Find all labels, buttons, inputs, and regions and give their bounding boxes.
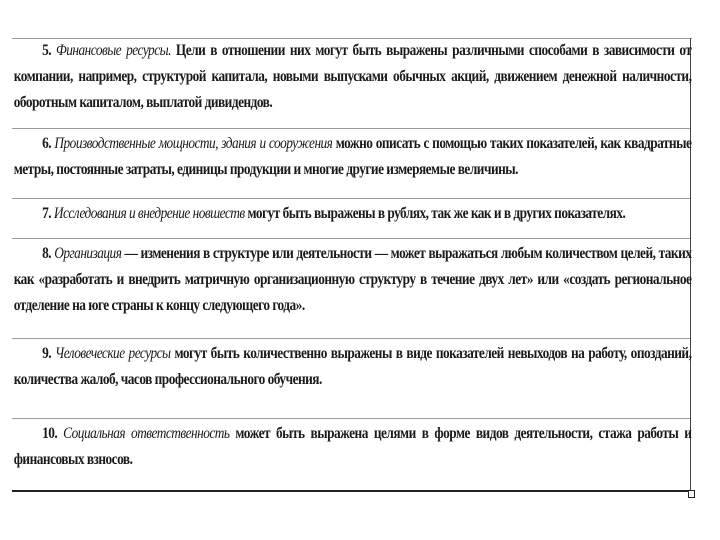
- paragraph-10-text: [12, 419, 693, 473]
- paragraph-5: [12, 38, 690, 116]
- paragraph-7: [12, 198, 690, 227]
- paragraph-term: Организация: [54, 245, 122, 262]
- paragraph-body: могут быть выражены в рублях, так же как и в других показателях.: [247, 205, 626, 222]
- paragraph-6: [12, 128, 690, 183]
- paragraph-8-text: [12, 239, 693, 319]
- paragraph-9-text: [12, 339, 693, 393]
- paragraph-8: [12, 238, 690, 319]
- paragraph-number: 8.: [42, 245, 52, 262]
- corner-handle: [688, 490, 695, 498]
- paragraph-number: 7.: [42, 205, 52, 222]
- paragraph-term: Производственные мощности, здания и сооружения: [54, 135, 333, 152]
- paragraph-10: [12, 418, 690, 473]
- paragraph-number: 6.: [42, 135, 52, 152]
- bottom-divider: [12, 490, 692, 492]
- paragraph-number: 10.: [42, 425, 58, 442]
- paragraph-term: Исследования и внедрение новшеств: [53, 205, 245, 222]
- paragraph-5-text: [12, 38, 693, 116]
- paragraph-body: могут быть количественно выражены в виде показателей невыходов на работу, опозданий, количества жалоб, часов профессионального обучения.: [13, 345, 692, 388]
- paragraph-body: можно описать с помощью таких показателей, как квадратные метры, постоянные затраты, единицы продукции и многие другие измеряемые величины.: [13, 135, 692, 178]
- paragraph-body: Цели в отношении них могут быть выражены различными способами в зависимости от компании, например, структурой капитала, новыми выпусками обычных акций, движением денежной наличности, оборотным капиталом, выплатой дивидендов.: [13, 42, 692, 111]
- paragraph-number: 5.: [42, 42, 52, 59]
- paragraph-6-text: [12, 129, 693, 183]
- paragraph-7-text: [12, 199, 693, 227]
- paragraph-9: [12, 338, 690, 393]
- paragraph-body: может быть выражена целями в форме видов деятельности, стажа работы и финансовых взносов.: [13, 425, 692, 468]
- paragraph-term: Финансовые ресурсы.: [56, 42, 171, 59]
- paragraph-term: Человеческие ресурсы: [55, 345, 171, 362]
- paragraph-body: — изменения в структуре или деятельности — может выражаться любым количеством целей, таких как «разработать и внедрить матричную организационную структуру в течение двух лет» или «создать региональное отделение на юге страны к концу следующего года».: [13, 245, 692, 314]
- paragraph-number: 9.: [42, 345, 52, 362]
- paragraph-term: Социальная ответственность: [63, 425, 230, 442]
